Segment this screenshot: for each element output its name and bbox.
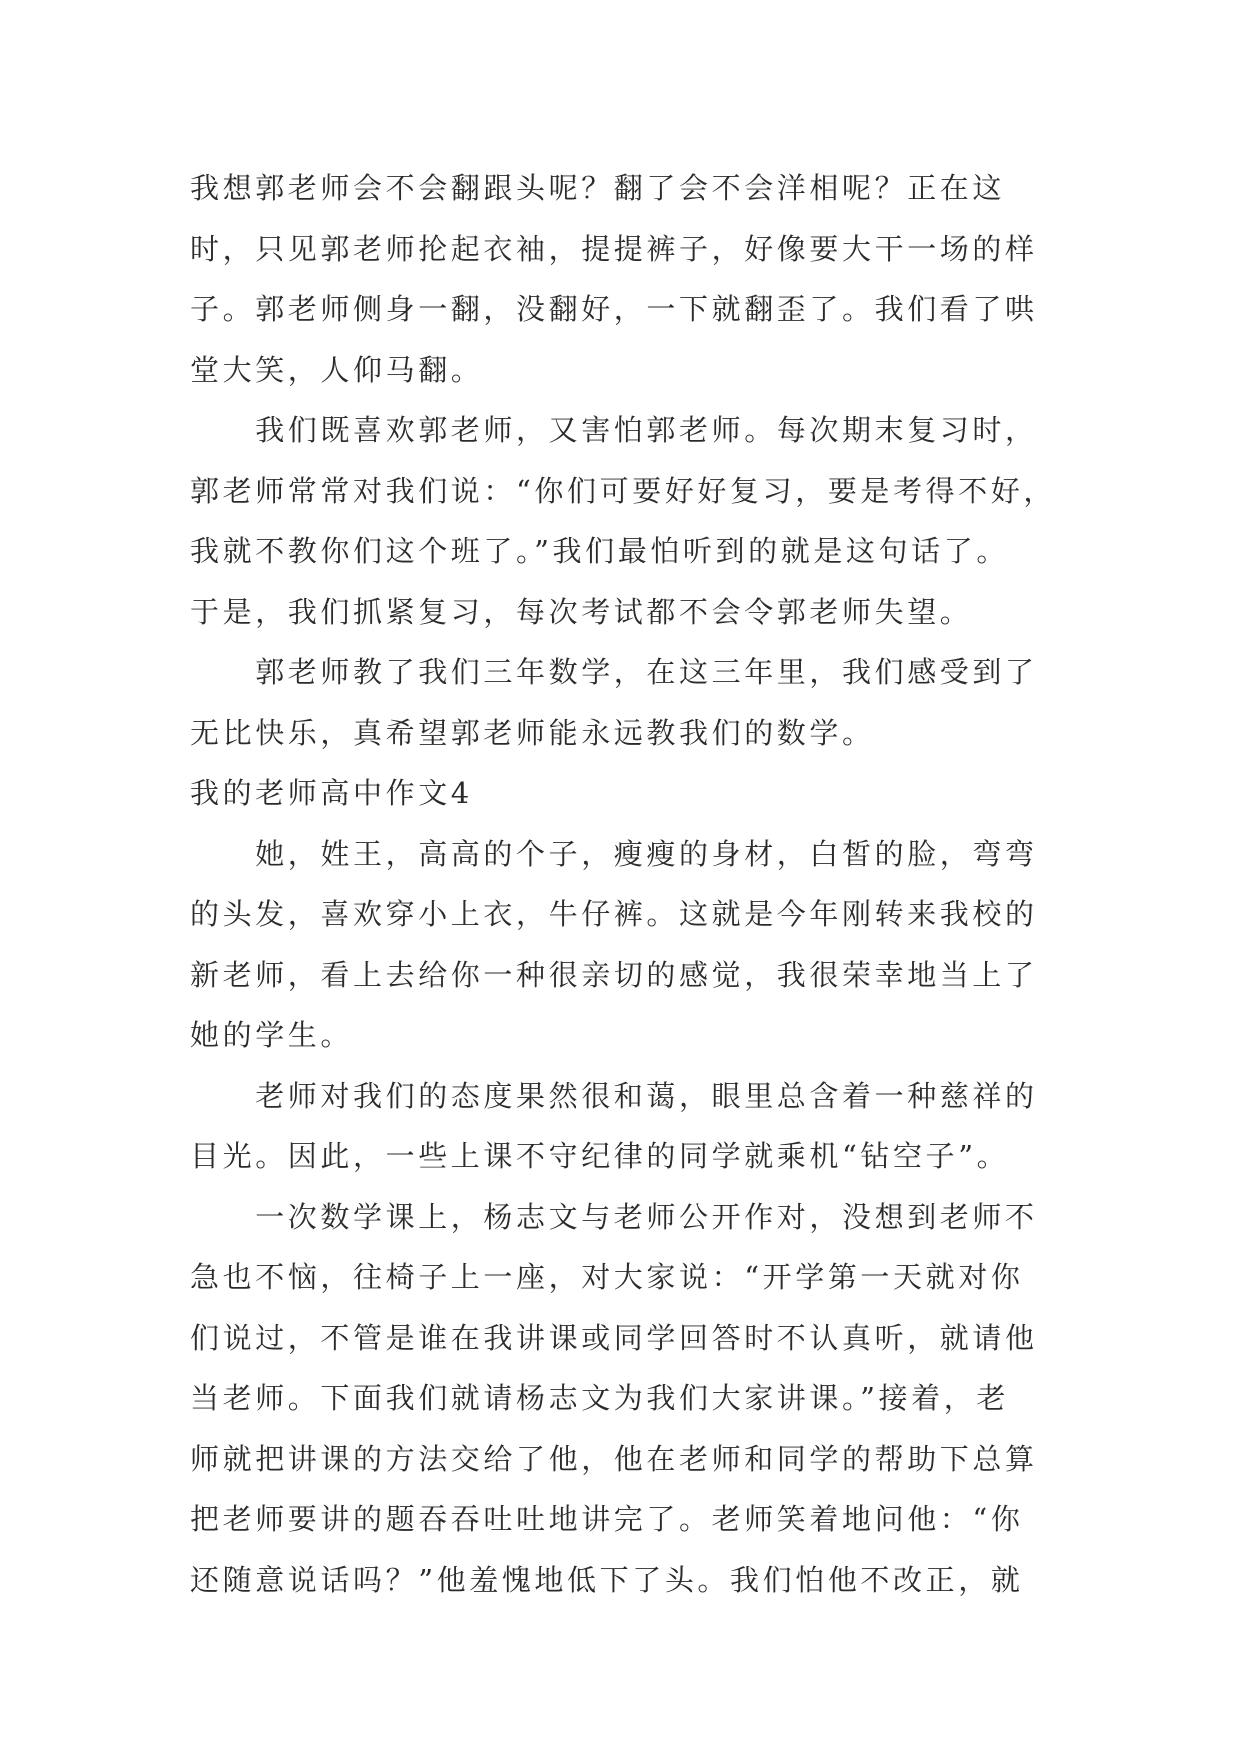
text-line: 她的学生。 <box>190 1018 354 1052</box>
text-line: 们说过，不管是谁在我讲课或同学回答时不认真听，就请他 <box>190 1320 1038 1355</box>
text-line: 郭老师教了我们三年数学，在这三年里，我们感受到了 <box>190 655 1038 689</box>
text-line: 我想郭老师会不会翻跟头呢？翻了会不会洋相呢？正在这 <box>190 171 1006 205</box>
paragraph <box>190 824 1070 1066</box>
paragraph <box>190 1187 1070 1611</box>
section-title: 我的老师高中作文4 <box>190 776 473 810</box>
text-line: 于是，我们抓紧复习，每次考试都不会令郭老师失望。 <box>190 594 973 629</box>
paragraph <box>190 158 1070 400</box>
text-line: 子。郭老师侧身一翻，没翻好，一下就翻歪了。我们看了哄 <box>190 292 1038 326</box>
paragraph <box>190 400 1070 642</box>
text-line: 她，姓王，高高的个子，瘦瘦的身材，白皙的脸，弯弯 <box>190 836 1038 871</box>
text-line: 新老师，看上去给你一种很亲切的感觉，我很荣幸地当上了 <box>190 957 1038 992</box>
essay-text <box>190 158 1070 1610</box>
paragraph <box>190 1066 1070 1187</box>
text-line: 一次数学课上，杨志文与老师公开作对，没想到老师不 <box>190 1199 1038 1234</box>
text-line: 我们既喜欢郭老师，又害怕郭老师。每次期末复习时， <box>190 413 1038 447</box>
text-line: 急也不恼，往椅子上一座，对大家说：“开学第一天就对你 <box>190 1260 1024 1294</box>
text-line: 目光。因此，一些上课不守纪律的同学就乘机“钻空子”。 <box>190 1139 1010 1173</box>
text-line: 当老师。下面我们就请杨志文为我们大家讲课。”接着，老 <box>190 1381 1009 1415</box>
text-line: 堂大笑，人仰马翻。 <box>190 352 484 387</box>
text-line: 把老师要讲的题吞吞吐吐地讲完了。老师笑着地问他：“你 <box>190 1502 1024 1536</box>
text-line: 我就不教你们这个班了。”我们最怕听到的就是这句话了。 <box>190 534 1009 568</box>
text-line: 师就把讲课的方法交给了他，他在老师和同学的帮助下总算 <box>190 1441 1038 1476</box>
paragraph <box>190 642 1070 763</box>
text-line: 还随意说话吗？”他羞愧地低下了头。我们怕他不改正，就 <box>190 1562 1024 1597</box>
text-line: 时，只见郭老师抡起衣袖，提提裤子，好像要大干一场的样 <box>190 231 1038 266</box>
text-line: 老师对我们的态度果然很和蔼，眼里总含着一种慈祥的 <box>190 1078 1038 1113</box>
text-line: 无比快乐，真希望郭老师能永远教我们的数学。 <box>190 715 875 750</box>
text-line: 的头发，喜欢穿小上衣，牛仔裤。这就是今年刚转来我校的 <box>190 897 1038 931</box>
text-line: 郭老师常常对我们说：“你们可要好好复习，要是考得不好， <box>190 473 1057 508</box>
